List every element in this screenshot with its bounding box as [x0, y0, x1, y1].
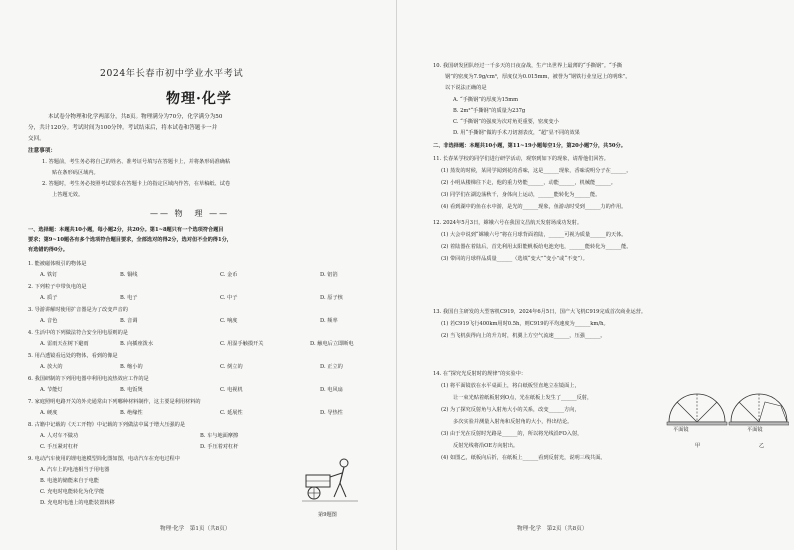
- option: C. 延展性: [220, 410, 243, 416]
- part-two-heading: 二、非选择题：本题共10小题，第11~19小题每空1分，第20小题7分，共50分。: [433, 143, 626, 149]
- notice-line: 2. 答题时，考生务必按照考试要求在答题卡上的指定区域内作答，在草稿纸、试卷: [42, 181, 231, 187]
- option: D. 手压着对杠杆: [200, 444, 239, 450]
- option: C. 充电时电能转化为化学能: [40, 489, 105, 495]
- option: B. 向插座泼水: [120, 341, 154, 347]
- option: C. 用湿手触摸开关: [220, 341, 264, 347]
- option: B. 电池的储能来自于电能: [40, 478, 99, 484]
- option: C. 手压紧对杠杆: [40, 444, 79, 450]
- option: B. 音调: [120, 318, 138, 324]
- option: B. 电子: [120, 295, 138, 301]
- option: D. 正立的: [320, 364, 343, 370]
- sub-question: (1) 大会中说到“嫦娥六号”将在月球背面着陆，______可视为质量______的天体。: [441, 232, 627, 238]
- option: A. 放大的: [40, 364, 63, 370]
- sub-question: 让一束光贴着纸板射到O点，光在纸板上发生了______反射，: [453, 395, 593, 401]
- notice-line: 1. 答题前，考生务必将自己的姓名、准考证号填写在答题卡上，并将条形码准确粘: [42, 159, 231, 165]
- question-stem: 4. 生活中的下列做法符合安全用电原则的是: [28, 330, 128, 336]
- section-title: —— 物 理 ——: [150, 209, 230, 218]
- option: C. “手撕钢”的强度为次对角更重要，密度变小: [453, 119, 559, 125]
- figure-caption: 第9题图: [318, 512, 337, 518]
- subject-title: 物理·化学: [166, 91, 232, 107]
- question-stem: 3. 导游讲解时使用扩音器是为了改变声音的: [28, 307, 128, 313]
- figure-label: 乙: [759, 443, 765, 449]
- option: B. 车与地面摩擦: [200, 433, 239, 439]
- question-stem: 6. 我国研制的下列用电器中利用电流热效应工作的是: [28, 376, 149, 382]
- part-one-heading: 有选错的得0分。: [28, 247, 68, 253]
- question-stem: 2. 下列粒子中带负电的是: [28, 284, 87, 290]
- sub-question: (4) 看到湖中的鱼在水中游，是光的______现象，鱼游动时受到______力的作用。: [441, 204, 627, 210]
- question-stem: 钢”的密度为7.9g/cm³，厚度仅为0.015mm，被誉为“钢铁行业皇冠上的明珠”。: [445, 74, 631, 80]
- option: A. 雷雨天在树下避雨: [40, 341, 89, 347]
- option: B. 2m²“手撕钢”的质量为237g: [453, 108, 526, 114]
- option: D. 频率: [320, 318, 338, 324]
- option: C. 电视机: [220, 387, 243, 393]
- sub-question: (3) 带回的月球样品质量______（选填“变大”“变小”或“不变”）。: [441, 256, 588, 262]
- option: D. 原子核: [320, 295, 343, 301]
- page-two: [397, 0, 794, 550]
- question-stem: 以下说法正确的是: [445, 85, 487, 91]
- figure-label: 甲: [695, 443, 701, 449]
- part-one-heading: 要求；第9~10题各有多个选项符合题目要求，全部选对的得2分，选对但不全的得1分，: [28, 237, 232, 243]
- option: D. 铝箔: [320, 272, 338, 278]
- option: A. 人对车不做功: [40, 433, 79, 439]
- option: A. 质子: [40, 295, 58, 301]
- notice-line: 上答题无效。: [52, 192, 84, 198]
- option: A. 汽车上的电池相当于用电器: [40, 467, 110, 473]
- question-stem: 8. 古籍中记载的《天工开物》中记载的下列做法中属于增大压强的是: [28, 422, 186, 428]
- option: B. 铜线: [120, 272, 138, 278]
- cart-illustration: [300, 455, 362, 513]
- option: B. 电饭煲: [120, 387, 143, 393]
- option: A. 节能灯: [40, 387, 63, 393]
- intro-line: 交回。: [28, 136, 45, 142]
- intro-line: 本试卷分物理和化学两部分，共8页。物理满分为70分，化学满分为50: [48, 114, 223, 120]
- question-stem: 7. 家庭照明电路开关的外壳通常由下列哪种材料制作，这主要是利用材料的: [28, 399, 201, 405]
- question-stem: 5. 用凸透镜看远处的物体，看到的像是: [28, 353, 118, 359]
- notice-title: 注意事项：: [28, 148, 56, 154]
- sub-question: (2) 当飞机获得向上的升力时，机翼上方空气流速______，压强______。: [441, 333, 606, 339]
- question-stem: 9. 电动汽车使用的锂电池模型简化图如图，电动汽车在充电过程中: [28, 456, 180, 462]
- exam-title: 2024年长春市初中学业水平考试: [100, 68, 244, 79]
- option: A. “手撕钢”的厚度为15mm: [453, 97, 519, 103]
- figure-label: 平面镜: [747, 427, 763, 433]
- question-stem: 14. 在“探究光反射时的规律”的实验中：: [433, 371, 527, 377]
- option: C. 响度: [220, 318, 238, 324]
- option: D. 导热性: [320, 410, 343, 416]
- option: C. 中子: [220, 295, 238, 301]
- sub-question: (2) 着陆器在着陆后，首先利用太阳能帆板给电池充电，______能转化为______能。: [441, 244, 632, 250]
- sub-question: (1) 若C919飞行400km用时0.5h，则C919的平均速度为______km/h。: [441, 321, 609, 327]
- option: A. 音色: [40, 318, 58, 324]
- sub-question: (3) 同学们在湖边荡秋千，身体向上运动，______能转化为______能。: [441, 192, 601, 198]
- option: D. 电风扇: [320, 387, 343, 393]
- option: B. 缩小的: [120, 364, 143, 370]
- sub-question: (4) 如图乙，纸板向后折，在纸板上______看到反射光，说明三线共面。: [441, 455, 606, 461]
- sub-question: (1) 蒸发的时候，某同学闻到花的香味，这是______现象，香味说明分子在______。: [441, 168, 632, 174]
- figure-label: 平面镜: [673, 427, 689, 433]
- sub-question: (2) 小明从楼梯往下走，他的重力势能______，动能______，机械能______。: [441, 180, 616, 186]
- page-footer: 物理·化学 第1页（共8页）: [160, 526, 231, 532]
- option: D. 触电后立即断电: [310, 341, 354, 347]
- option: B. 绝缘性: [120, 410, 143, 416]
- sub-question: 多次实验并测量入射角和反射角的大小，得出结论。: [453, 419, 573, 425]
- intro-line: 分，共计120分。考试时间为100分钟。考试结束后，将本试卷和答题卡一并: [28, 125, 218, 131]
- sub-question: (3) 由于光在反射时光路是______的，所以将光线沿FO入射，: [441, 431, 583, 437]
- question-stem: 10. 我国研发团队经过一千多天的日夜奋战，生产出世界上最薄的“手撕钢”。“手撕: [433, 63, 623, 69]
- option: A. 铁钉: [40, 272, 58, 278]
- option: C. 倒立的: [220, 364, 243, 370]
- question-stem: 11. 长春某学校的同学们进行研学活动，观察到如下的现象，请帮他们回答。: [433, 156, 609, 162]
- sub-question: 反射光线将沿OE方向射出。: [453, 443, 519, 449]
- sub-question: (2) 为了探究反射角与入射角大小的关系，改变______方向，: [441, 407, 580, 413]
- part-one-heading: 一、选择题：本题共10小题，每小题2分，共20分。第1~8题只有一个选项符合题目: [28, 227, 224, 233]
- page-footer: 物理·化学 第2页（共8页）: [517, 526, 588, 532]
- notice-line: 贴在条形码区域内。: [52, 170, 99, 176]
- sub-question: (1) 将平面镜放在水平桌面上，将白纸板竖直地立在镜面上，: [441, 383, 580, 389]
- question-stem: 12. 2024年5月3日，嫦娥六号在我国文昌航天发射场成功发射。: [433, 220, 583, 226]
- option: C. 金币: [220, 272, 238, 278]
- question-stem: 1. 能被磁体吸引的物体是: [28, 261, 87, 267]
- question-stem: 13. 我国自主研发的大型客机C919，2024年6月5日，国产大飞机C919完成首次商业运营。: [433, 309, 647, 315]
- option: D. 用“手撕钢”做的手术刀切割表皮，“超”显不同的效果: [453, 130, 580, 136]
- option: D. 充电时电池上的电能装置转移: [40, 500, 115, 506]
- option: A. 硬度: [40, 410, 58, 416]
